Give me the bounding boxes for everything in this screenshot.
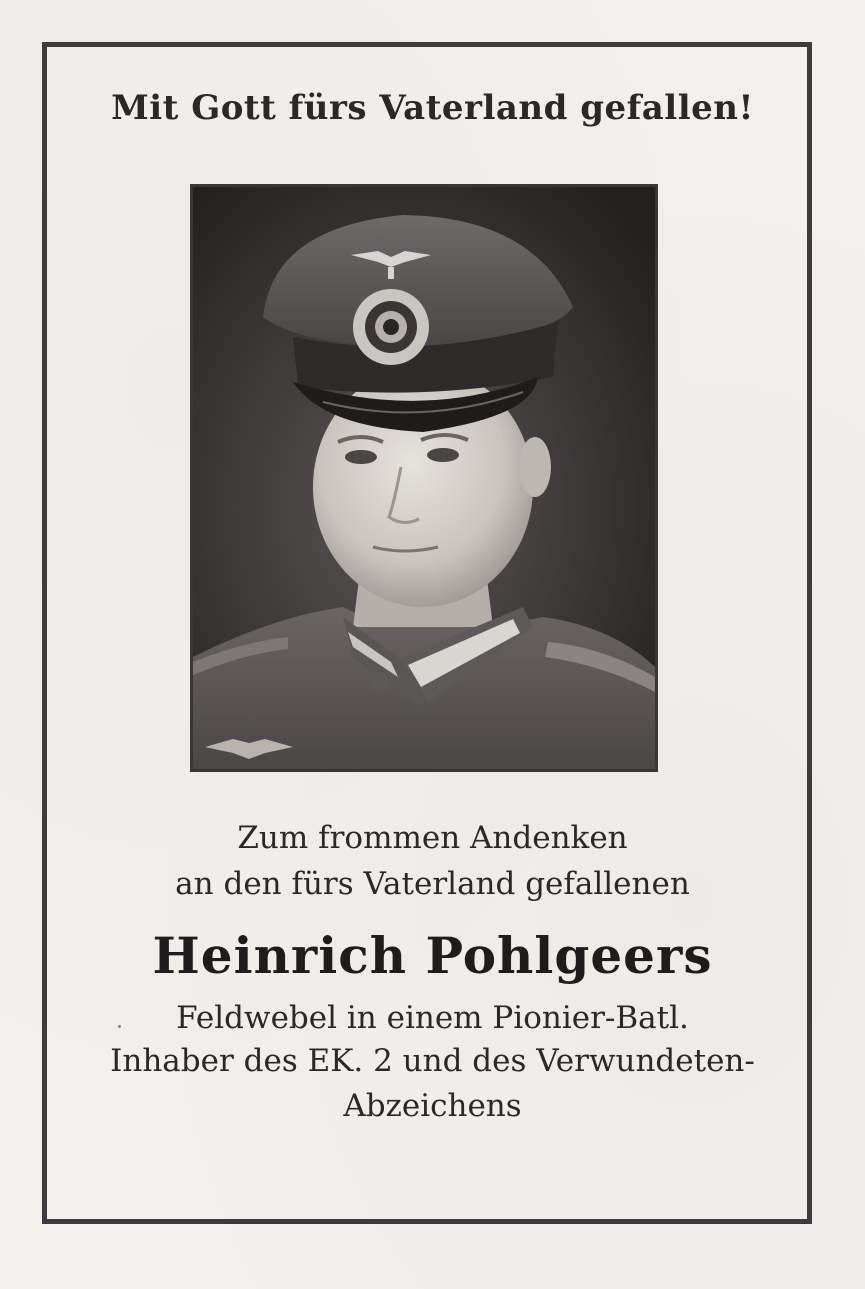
portrait-photo (190, 184, 658, 772)
paper-speck (118, 1025, 121, 1028)
honors-line-1: Inhaber des EK. 2 und des Verwundeten- (110, 1043, 755, 1079)
card-heading: Mit Gott fürs Vaterland gefallen! (111, 88, 754, 128)
portrait-image (193, 187, 655, 769)
honors-line-2: Abzeichens (343, 1088, 522, 1124)
memorial-line-1: Zum frommen Andenken (237, 820, 628, 856)
memorial-line-2: an den fürs Vaterland gefallenen (175, 866, 690, 902)
deceased-name: Heinrich Pohlgeers (152, 926, 713, 985)
rank-line: Feldwebel in einem Pionier-Batl. (176, 1000, 689, 1036)
